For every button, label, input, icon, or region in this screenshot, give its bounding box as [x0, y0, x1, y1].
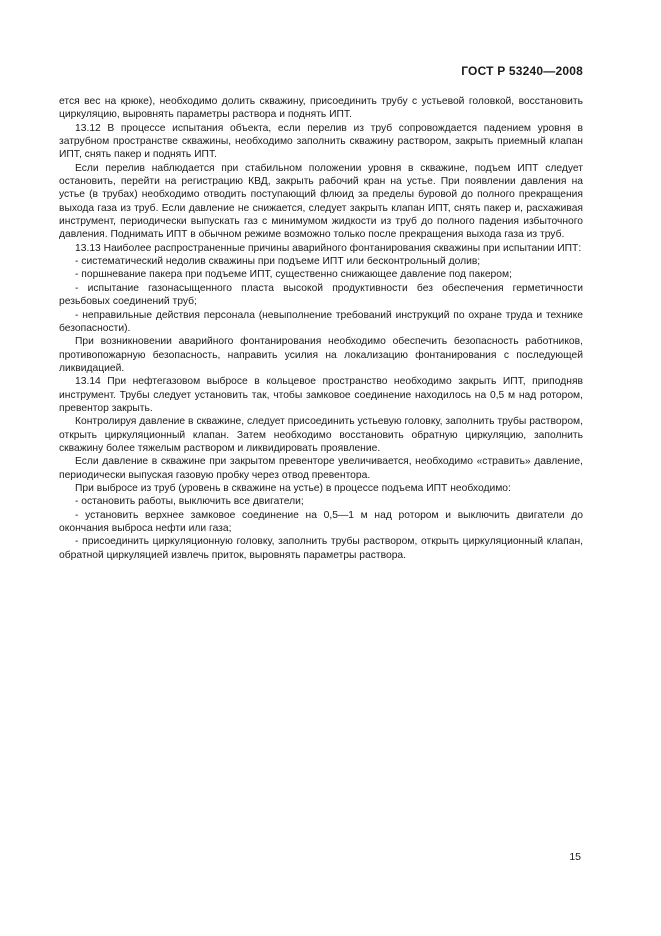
document-body — [59, 95, 583, 562]
paragraph: - испытание газонасыщенного пласта высокой продуктивности без обеспечения герметичности резьбовых соединений труб; — [59, 282, 583, 308]
paragraph: ется вес на крюке), необходимо долить скважину, присоединить трубу с устьевой головкой, восстановить циркуляцию, выровнять параметры раствора и поднять ИПТ. — [59, 96, 583, 121]
paragraph: - установить верхнее замковое соединение на 0,5—1 м над ротором и выключить двигатели до окончания выброса нефти или газа; — [59, 509, 583, 534]
paragraph: - систематический недолив скважины при подъеме ИПТ или бесконтрольный долив; — [75, 256, 481, 268]
paragraph: - остановить работы, выключить все двигатели; — [75, 496, 304, 508]
paragraph: 13.13 Наиболее распространенные причины аварийного фонтанирования скважины при испытании ИПТ: — [75, 242, 582, 254]
paragraph: - поршневание пакера при подъеме ИПТ, существенно снижающее давление под пакером; — [75, 269, 512, 281]
paragraph: Если давление в скважине при закрытом превенторе увеличивается, необходимо «стравить» давление, периодически выпуская газовую пробку через отвод превентора. — [59, 456, 583, 481]
paragraph: - присоединить циркуляционную головку, заполнить трубы раствором, открыть циркуляционный клапан, обратной циркуляцией извлечь приток, выровнять параметры раствора. — [59, 536, 583, 561]
document-code-header: ГОСТ Р 53240—2008 — [461, 64, 583, 78]
paragraph: - неправильные действия персонала (невыполнение требований инструкций по охране труда и технике безопасности). — [59, 309, 583, 334]
paragraph: При возникновении аварийного фонтанирования необходимо обеспечить безопасность работников, противопожарную безопасность, направить усилия на локализацию фонтанирования с последующей ликвидацией. — [59, 336, 583, 374]
paragraph: При выбросе из труб (уровень в скважине на устье) в процессе подъема ИПТ необходимо: — [75, 482, 511, 494]
paragraph: Если перелив наблюдается при стабильном положении уровня в скважине, подъем ИПТ следует остановить, перейти на регистрацию КВД, закрыть рабочий кран на устье. При появлении давления на устье (в трубах) необходимо отводить поступающий флюид за пределы буровой до полного прекращения выхода газа из труб. Если давление не снижается, следует закрыть клапан ИПТ, снять пакер и, расхаживая инструмент, периодически выпускать газ с минимумом жидкости из труб до полного падения избыточного давления. Поднимать ИПТ в обычном режиме возможно только после прекращения выхода газа из труб. — [59, 162, 583, 241]
page-number: 15 — [569, 851, 581, 863]
paragraph: 13.12 В процессе испытания объекта, если перелив из труб сопровождается падением уровня в затрубном пространстве скважины, необходимо заполнить скважину раствором, закрыть приемный клапан ИПТ, снять пакер и поднять ИПТ. — [59, 122, 583, 161]
paragraph: Контролируя давление в скважине, следует присоединить устьевую головку, заполнить трубы раствором, открыть циркуляционный клапан. Затем необходимо восстановить обратную циркуляцию, заполнить скважину более тяжелым раствором и ликвидировать проявление. — [59, 416, 583, 454]
paragraph: 13.14 При нефтегазовом выбросе в кольцевое пространство необходимо закрыть ИПТ, приподняв инструмент. Трубы следует установить так, чтобы замковое соединение находилось на 0,5 м над ротором, превентор закрыть. — [59, 376, 583, 414]
